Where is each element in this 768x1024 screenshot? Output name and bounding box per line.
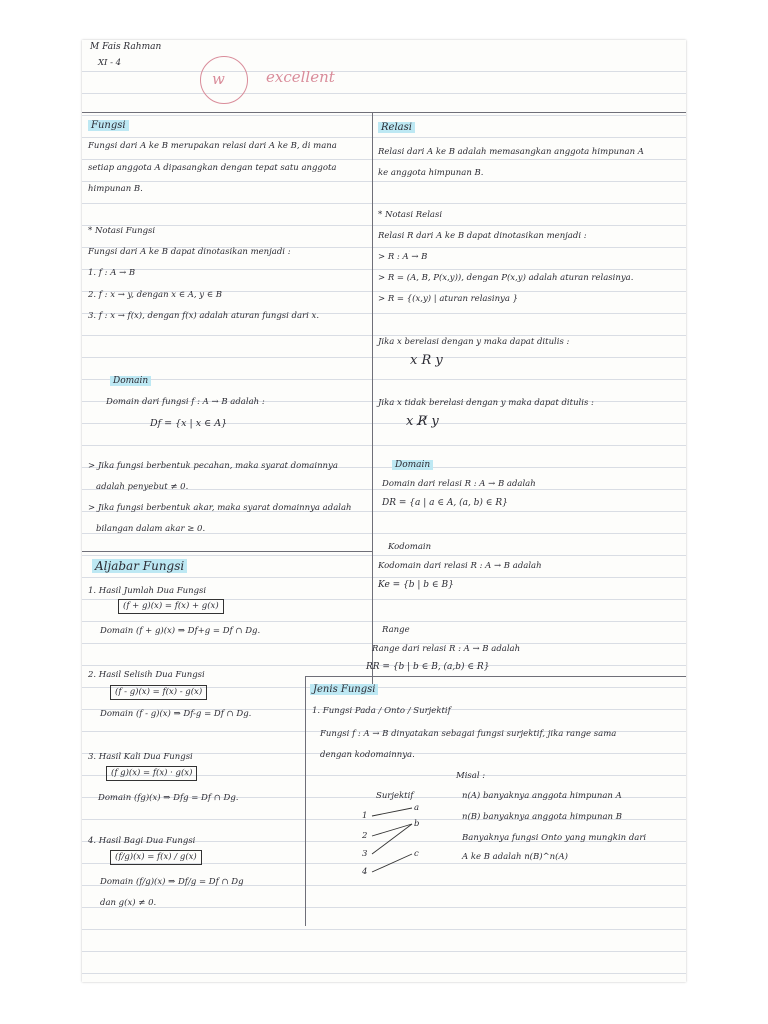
aljabar-item-title: 3. Hasil Kali Dua Fungsi <box>88 752 193 762</box>
tidak-berelasi-formula: x R̸ y <box>406 414 439 429</box>
aljabar-item-title: 4. Hasil Bagi Dua Fungsi <box>88 836 196 846</box>
domain-node: 3 <box>362 849 368 859</box>
aljabar-item-domain: Domain (f + g)(x) ⇒ Df+g = Df ∩ Dg. <box>100 626 261 636</box>
notasi-fungsi-item: 2. f : x → y, dengan x ∈ A, y ∈ B <box>88 290 223 300</box>
domain-node: 4 <box>362 867 368 877</box>
jenis-item-onto: 1. Fungsi Pada / Onto / Surjektif <box>312 706 451 716</box>
tidak-berelasi-text: Jika x tidak berelasi dengan y maka dapat ditulis : <box>378 398 594 408</box>
teacher-signature: excellent <box>266 68 335 86</box>
aljabar-item-formula: (f g)(x) = f(x) · g(x) <box>106 766 197 781</box>
diagram-title: Surjektif <box>376 791 414 801</box>
jenis-desc-line: dengan kodomainnya. <box>320 750 415 760</box>
relasi-def-line: Relasi dari A ke B adalah memasangkan anggota himpunan A <box>378 147 644 157</box>
jenis-divider <box>305 676 686 677</box>
note-nB: n(B) banyaknya anggota himpunan B <box>462 812 622 822</box>
fungsi-def-line: Fungsi dari A ke B merupakan relasi dari A ke B, di mana <box>88 141 337 151</box>
student-class: XI - 4 <box>98 58 122 68</box>
relasi-heading: Relasi <box>378 122 415 133</box>
column-divider <box>372 112 373 690</box>
jenis-heading: Jenis Fungsi <box>310 684 378 695</box>
jenis-desc-line: Fungsi f : A → B dinyatakan sebagai fungsi surjektif, jika range sama <box>320 729 617 739</box>
notasi-fungsi-intro: Fungsi dari A ke B dapat dinotasikan menjadi : <box>88 247 291 257</box>
aljabar-item-formula: (f/g)(x) = f(x) / g(x) <box>110 850 202 865</box>
fungsi-def-line: himpunan B. <box>88 184 143 194</box>
range-text: Range dari relasi R : A → B adalah <box>372 644 521 654</box>
notasi-fungsi-item: 3. f : x → f(x), dengan f(x) adalah aturan fungsi dari x. <box>88 311 320 321</box>
relasi-domain-heading: Domain <box>392 460 433 470</box>
teacher-mark: w <box>212 70 225 88</box>
domain-formula: Df = {x | x ∈ A} <box>150 418 228 429</box>
relasi-domain-text: Domain dari relasi R : A → B adalah <box>382 479 536 489</box>
note-onto-count-cont: A ke B adalah n(B)^n(A) <box>462 852 568 862</box>
relasi-def-line: ke anggota himpunan B. <box>378 168 484 178</box>
notasi-relasi-item: > R = {(x,y) | aturan relasinya } <box>378 294 519 304</box>
kodomain-formula: Ke = {b | b ∈ B} <box>378 580 454 590</box>
notasi-relasi-item: > R : A → B <box>378 252 428 262</box>
domain-node: 2 <box>362 831 368 841</box>
aljabar-item-formula: (f - g)(x) = f(x) - g(x) <box>110 685 207 700</box>
aljabar-item-domain: Domain (f - g)(x) ⇒ Df-g = Df ∩ Dg. <box>100 709 252 719</box>
notasi-relasi-intro: Relasi R dari A ke B dapat dinotasikan menjadi : <box>378 231 587 241</box>
student-name: M Fais Rahman <box>90 42 162 52</box>
jenis-column-divider <box>305 676 306 926</box>
codomain-node: c <box>414 849 419 859</box>
aljabar-divider <box>82 551 372 552</box>
header-divider <box>82 112 686 113</box>
note-nA: n(A) banyaknya anggota himpunan A <box>462 791 622 801</box>
codomain-node: b <box>414 819 420 829</box>
notasi-fungsi-heading: * Notasi Fungsi <box>88 226 156 236</box>
domain-text: Domain dari fungsi f : A → B adalah : <box>106 397 265 407</box>
domain-heading: Domain <box>110 376 151 386</box>
notasi-relasi-heading: * Notasi Relasi <box>378 210 443 220</box>
aljabar-item-formula: (f + g)(x) = f(x) + g(x) <box>118 599 224 614</box>
berelasi-text: Jika x berelasi dengan y maka dapat ditulis : <box>378 337 570 347</box>
domain-note-pecahan-cont: adalah penyebut ≠ 0. <box>96 482 189 492</box>
aljabar-heading: Aljabar Fungsi <box>92 559 187 573</box>
relasi-domain-formula: DR = {a | a ∈ A, (a, b) ∈ R} <box>382 498 508 508</box>
mapping-arrow <box>372 824 412 854</box>
domain-note-akar-cont: bilangan dalam akar ≥ 0. <box>96 524 206 534</box>
aljabar-item-extra: dan g(x) ≠ 0. <box>100 898 157 908</box>
notasi-relasi-item: > R = (A, B, P(x,y)), dengan P(x,y) adalah aturan relasinya. <box>378 273 634 283</box>
fungsi-def-line: setiap anggota A dipasangkan dengan tepat satu anggota <box>88 163 337 173</box>
kodomain-heading: Kodomain <box>388 542 432 552</box>
aljabar-item-domain: Domain (fg)(x) ⇒ Dfg = Df ∩ Dg. <box>98 793 239 803</box>
domain-note-akar: > Jika fungsi berbentuk akar, maka syarat domainnya adalah <box>88 503 352 513</box>
domain-node: 1 <box>362 811 368 821</box>
fungsi-heading: Fungsi <box>88 120 129 131</box>
notasi-fungsi-item: 1. f : A → B <box>88 268 136 278</box>
codomain-node: a <box>414 803 420 813</box>
note-onto-count: Banyaknya fungsi Onto yang mungkin dari <box>462 833 647 843</box>
domain-note-pecahan: > Jika fungsi berbentuk pecahan, maka syarat domainnya <box>88 461 338 471</box>
aljabar-item-domain: Domain (f/g)(x) ⇒ Df/g = Df ∩ Dg <box>100 877 244 887</box>
aljabar-item-title: 1. Hasil Jumlah Dua Fungsi <box>88 586 207 596</box>
range-heading: Range <box>382 625 410 635</box>
range-formula: RR = {b | b ∈ B, (a,b) ∈ R} <box>366 662 490 672</box>
aljabar-item-title: 2. Hasil Selisih Dua Fungsi <box>88 670 205 680</box>
mapping-arrow <box>372 824 412 836</box>
berelasi-formula: x R y <box>410 353 443 368</box>
kodomain-text: Kodomain dari relasi R : A → B adalah <box>378 561 542 571</box>
misal-label: Misal : <box>456 771 486 781</box>
mapping-arrow <box>372 854 412 872</box>
mapping-arrow <box>372 808 412 816</box>
